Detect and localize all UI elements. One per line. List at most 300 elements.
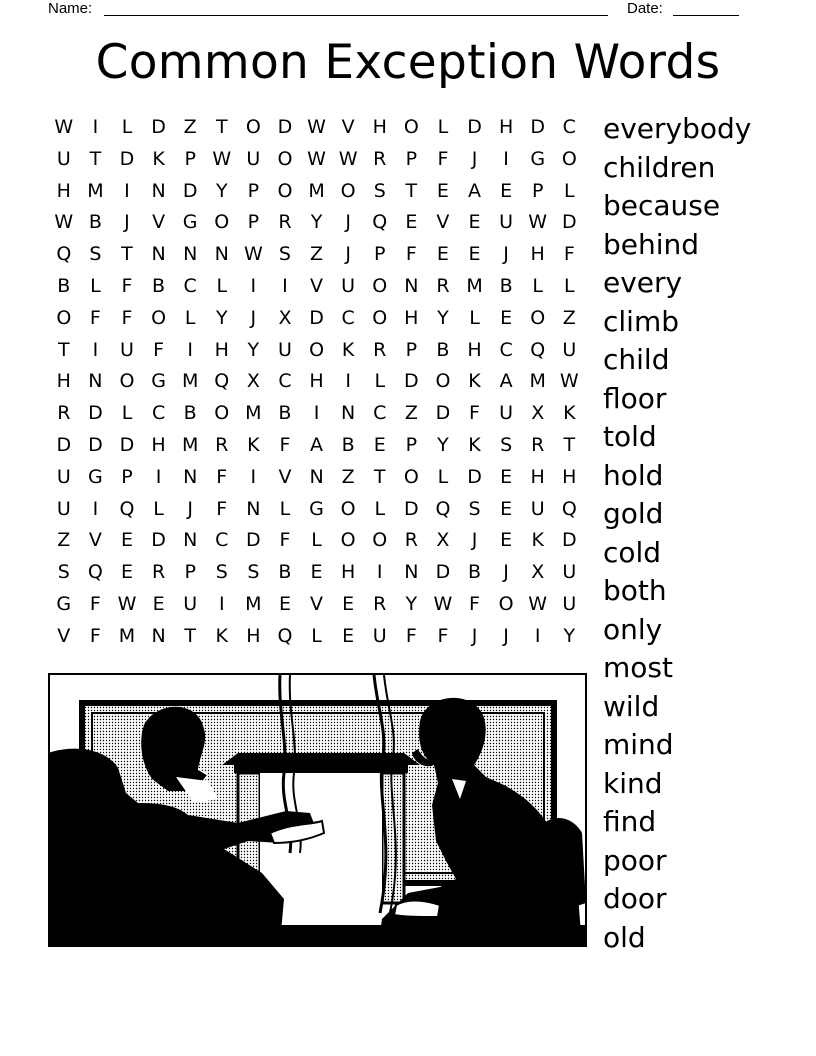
grid-letter[interactable]: E bbox=[120, 561, 133, 584]
grid-letter[interactable]: M bbox=[308, 179, 325, 202]
grid-letter[interactable]: M bbox=[87, 179, 104, 202]
grid-letter[interactable]: Z bbox=[57, 529, 71, 552]
grid-letter[interactable]: F bbox=[89, 306, 101, 329]
grid-letter[interactable]: R bbox=[373, 147, 387, 170]
grid-letter[interactable]: B bbox=[467, 561, 482, 584]
grid-letter[interactable]: M bbox=[181, 433, 199, 456]
grid-letter[interactable]: P bbox=[247, 179, 260, 202]
grid-letter[interactable]: P bbox=[405, 147, 418, 170]
grid-letter[interactable]: N bbox=[151, 624, 166, 647]
grid-letter[interactable]: S bbox=[468, 497, 481, 520]
grid-letter[interactable]: D bbox=[151, 116, 166, 138]
grid-letter[interactable]: L bbox=[469, 306, 480, 329]
grid-letter[interactable]: K bbox=[468, 433, 481, 456]
grid-letter[interactable]: N bbox=[151, 243, 166, 266]
grid-letter[interactable]: I bbox=[376, 561, 383, 584]
grid-letter[interactable]: A bbox=[310, 433, 324, 456]
grid-letter[interactable]: S bbox=[247, 561, 260, 584]
grid-letter[interactable]: W bbox=[54, 211, 74, 234]
grid-letter[interactable]: U bbox=[372, 624, 387, 647]
grid-letter[interactable]: D bbox=[467, 116, 482, 138]
grid-letter[interactable]: C bbox=[183, 274, 197, 297]
grid-letter[interactable]: L bbox=[311, 624, 322, 647]
grid-letter[interactable]: D bbox=[530, 116, 546, 138]
grid-letter[interactable]: L bbox=[216, 274, 228, 297]
grid-letter[interactable]: I bbox=[345, 370, 351, 393]
grid-letter[interactable]: N bbox=[404, 274, 419, 297]
grid-letter[interactable]: W bbox=[559, 370, 579, 393]
grid-letter[interactable]: V bbox=[57, 624, 71, 647]
grid-letter[interactable]: B bbox=[183, 402, 197, 425]
grid-letter[interactable]: E bbox=[342, 592, 355, 615]
grid-letter[interactable]: G bbox=[309, 497, 324, 520]
grid-letter[interactable]: B bbox=[341, 433, 355, 456]
grid-letter[interactable]: E bbox=[120, 529, 133, 552]
grid-letter[interactable]: P bbox=[247, 211, 260, 234]
grid-letter[interactable]: M bbox=[529, 370, 546, 393]
grid-letter[interactable]: K bbox=[247, 433, 260, 456]
grid-letter[interactable]: O bbox=[498, 592, 514, 615]
grid-letter[interactable]: U bbox=[56, 147, 71, 170]
grid-letter[interactable]: O bbox=[372, 306, 388, 329]
grid-letter[interactable]: N bbox=[183, 243, 198, 266]
grid-letter[interactable]: O bbox=[245, 116, 261, 138]
grid-letter[interactable]: S bbox=[215, 561, 228, 584]
grid-letter[interactable]: Y bbox=[437, 433, 449, 456]
grid-letter[interactable]: D bbox=[88, 402, 103, 425]
grid-letter[interactable]: P bbox=[184, 561, 196, 584]
grid-letter[interactable]: L bbox=[564, 179, 575, 202]
grid-letter[interactable]: T bbox=[373, 465, 386, 488]
grid-letter[interactable]: V bbox=[310, 274, 324, 297]
grid-letter[interactable]: O bbox=[56, 306, 72, 329]
grid-letter[interactable]: R bbox=[373, 592, 387, 615]
grid-letter[interactable]: P bbox=[405, 338, 418, 361]
grid-letter[interactable]: Q bbox=[561, 497, 577, 520]
grid-letter[interactable]: T bbox=[563, 433, 576, 456]
grid-letter[interactable]: Y bbox=[405, 592, 418, 615]
grid-letter[interactable]: O bbox=[530, 306, 546, 329]
grid-letter[interactable]: U bbox=[530, 497, 545, 520]
grid-letter[interactable]: R bbox=[215, 433, 229, 456]
grid-letter[interactable]: M bbox=[245, 592, 262, 615]
grid-letter[interactable]: K bbox=[468, 370, 481, 393]
grid-letter[interactable]: T bbox=[215, 116, 228, 138]
grid-letter[interactable]: E bbox=[500, 306, 513, 329]
grid-letter[interactable]: N bbox=[246, 497, 261, 520]
grid-letter[interactable]: V bbox=[88, 529, 102, 552]
grid-letter[interactable]: D bbox=[277, 116, 293, 138]
grid-letter[interactable]: R bbox=[404, 529, 418, 552]
grid-letter[interactable]: Y bbox=[437, 306, 449, 329]
grid-letter[interactable]: J bbox=[124, 211, 130, 234]
grid-letter[interactable]: J bbox=[471, 624, 478, 647]
grid-letter[interactable]: G bbox=[88, 465, 103, 488]
grid-letter[interactable]: N bbox=[404, 561, 419, 584]
grid-letter[interactable]: P bbox=[184, 147, 196, 170]
grid-letter[interactable]: V bbox=[341, 116, 355, 138]
grid-letter[interactable]: E bbox=[310, 561, 323, 584]
grid-letter[interactable]: J bbox=[471, 529, 478, 552]
grid-letter[interactable]: K bbox=[341, 338, 355, 361]
grid-letter[interactable]: E bbox=[152, 592, 165, 615]
grid-letter[interactable]: X bbox=[246, 370, 260, 393]
grid-letter[interactable]: I bbox=[92, 338, 99, 361]
grid-letter[interactable]: G bbox=[530, 147, 546, 170]
grid-letter[interactable]: O bbox=[372, 274, 388, 297]
grid-letter[interactable]: P bbox=[374, 243, 386, 266]
grid-letter[interactable]: L bbox=[90, 274, 101, 297]
grid-letter[interactable]: F bbox=[563, 243, 575, 266]
grid-letter[interactable]: I bbox=[218, 592, 225, 615]
grid-letter[interactable]: F bbox=[469, 592, 480, 615]
grid-letter[interactable]: L bbox=[311, 529, 322, 552]
grid-letter[interactable]: F bbox=[121, 274, 133, 297]
grid-letter[interactable]: Q bbox=[435, 497, 451, 520]
grid-letter[interactable]: E bbox=[500, 465, 513, 488]
grid-letter[interactable]: I bbox=[250, 465, 257, 488]
grid-letter[interactable]: L bbox=[184, 306, 196, 329]
grid-letter[interactable]: T bbox=[57, 338, 70, 361]
grid-letter[interactable]: O bbox=[340, 497, 356, 520]
grid-letter[interactable]: L bbox=[374, 497, 386, 520]
grid-letter[interactable]: Y bbox=[215, 306, 228, 329]
grid-letter[interactable]: W bbox=[433, 592, 453, 615]
grid-letter[interactable]: M bbox=[466, 274, 483, 297]
grid-letter[interactable]: H bbox=[530, 465, 545, 488]
grid-letter[interactable]: H bbox=[56, 179, 71, 202]
grid-letter[interactable]: U bbox=[562, 338, 577, 361]
grid-letter[interactable]: F bbox=[405, 624, 417, 647]
grid-letter[interactable]: N bbox=[309, 465, 324, 488]
grid-letter[interactable]: K bbox=[531, 529, 544, 552]
grid-letter[interactable]: E bbox=[278, 592, 291, 615]
grid-letter[interactable]: I bbox=[313, 402, 320, 425]
grid-letter[interactable]: J bbox=[345, 211, 351, 234]
grid-letter[interactable]: H bbox=[56, 370, 71, 393]
grid-letter[interactable]: E bbox=[436, 243, 449, 266]
grid-letter[interactable]: A bbox=[468, 179, 482, 202]
grid-letter[interactable]: M bbox=[181, 370, 199, 393]
grid-letter[interactable]: S bbox=[500, 433, 513, 456]
grid-letter[interactable]: U bbox=[341, 274, 356, 297]
grid-letter[interactable]: P bbox=[121, 465, 133, 488]
grid-letter[interactable]: R bbox=[436, 274, 450, 297]
grid-letter[interactable]: J bbox=[503, 243, 509, 266]
grid-letter[interactable]: O bbox=[561, 147, 577, 170]
grid-letter[interactable]: B bbox=[152, 274, 166, 297]
grid-letter[interactable]: O bbox=[403, 116, 419, 138]
grid-letter[interactable]: F bbox=[405, 243, 417, 266]
grid-letter[interactable]: C bbox=[215, 529, 229, 552]
grid-letter[interactable]: F bbox=[469, 402, 480, 425]
grid-letter[interactable]: E bbox=[500, 179, 513, 202]
grid-letter[interactable]: T bbox=[121, 243, 133, 266]
grid-letter[interactable]: I bbox=[124, 179, 130, 202]
grid-letter[interactable]: N bbox=[341, 402, 356, 425]
grid-letter[interactable]: U bbox=[183, 592, 198, 615]
grid-letter[interactable]: H bbox=[467, 338, 482, 361]
grid-letter[interactable]: W bbox=[54, 116, 74, 138]
grid-letter[interactable]: X bbox=[531, 561, 545, 584]
grid-letter[interactable]: D bbox=[119, 147, 135, 170]
word-list-item: because bbox=[603, 189, 721, 222]
grid-letter[interactable]: V bbox=[436, 211, 450, 234]
grid-letter[interactable]: U bbox=[499, 211, 514, 234]
grid-letter[interactable]: Z bbox=[183, 116, 197, 138]
grid-letter[interactable]: O bbox=[277, 147, 293, 170]
grid-letter[interactable]: D bbox=[88, 433, 103, 456]
grid-letter[interactable]: Z bbox=[404, 402, 418, 425]
grid-letter[interactable]: C bbox=[499, 338, 513, 361]
grid-letter[interactable]: Y bbox=[215, 179, 228, 202]
grid-letter[interactable]: Y bbox=[247, 338, 260, 361]
grid-letter[interactable]: N bbox=[88, 370, 103, 393]
grid-letter[interactable]: C bbox=[373, 402, 387, 425]
grid-letter[interactable]: I bbox=[534, 624, 541, 647]
grid-letter[interactable]: G bbox=[56, 592, 72, 615]
grid-letter[interactable]: R bbox=[278, 211, 292, 234]
grid-letter[interactable]: B bbox=[88, 211, 102, 234]
grid-letter[interactable]: U bbox=[56, 497, 71, 520]
grid-letter[interactable]: J bbox=[187, 497, 193, 520]
grid-letter[interactable]: H bbox=[404, 306, 419, 329]
grid-letter[interactable]: D bbox=[56, 433, 72, 456]
grid-letter[interactable]: F bbox=[121, 306, 133, 329]
grid-letter[interactable]: H bbox=[530, 243, 545, 266]
grid-letter[interactable]: R bbox=[531, 433, 545, 456]
grid-letter[interactable]: O bbox=[214, 211, 230, 234]
grid-letter[interactable]: L bbox=[153, 497, 164, 520]
grid-letter[interactable]: N bbox=[183, 465, 198, 488]
grid-letter[interactable]: O bbox=[340, 179, 356, 202]
grid-letter[interactable]: C bbox=[278, 370, 292, 393]
grid-letter[interactable]: U bbox=[562, 592, 577, 615]
grid-letter[interactable]: Y bbox=[310, 211, 323, 234]
grid-letter[interactable]: F bbox=[437, 624, 449, 647]
grid-letter[interactable]: A bbox=[499, 370, 513, 393]
grid-letter[interactable]: D bbox=[561, 529, 577, 552]
grid-letter[interactable]: I bbox=[282, 274, 288, 297]
grid-letter[interactable]: C bbox=[341, 306, 355, 329]
grid-letter[interactable]: U bbox=[246, 147, 261, 170]
grid-letter[interactable]: V bbox=[310, 592, 324, 615]
grid-row bbox=[48, 335, 588, 367]
grid-letter[interactable]: F bbox=[153, 338, 165, 361]
grid-letter[interactable]: E bbox=[342, 624, 355, 647]
grid-letter[interactable]: G bbox=[182, 211, 198, 234]
grid-letter[interactable]: D bbox=[561, 211, 577, 234]
grid-letter[interactable]: H bbox=[246, 624, 261, 647]
grid-letter[interactable]: H bbox=[151, 433, 166, 456]
grid-letter[interactable]: J bbox=[250, 306, 257, 329]
grid-letter[interactable]: O bbox=[340, 529, 356, 552]
grid-row bbox=[48, 366, 588, 398]
grid-letter[interactable]: E bbox=[373, 433, 386, 456]
grid-letter[interactable]: Q bbox=[530, 338, 546, 361]
grid-letter[interactable]: X bbox=[278, 306, 292, 329]
two-men-conversation-illustration bbox=[48, 673, 587, 947]
grid-letter[interactable]: F bbox=[216, 465, 228, 488]
grid-letter[interactable]: S bbox=[373, 179, 386, 202]
grid-letter[interactable]: W bbox=[307, 147, 326, 170]
grid-letter[interactable]: D bbox=[246, 529, 261, 552]
grid-letter[interactable]: I bbox=[503, 147, 509, 170]
grid-letter[interactable]: K bbox=[563, 402, 576, 425]
grid-letter[interactable]: Q bbox=[119, 497, 135, 520]
grid-letter[interactable]: U bbox=[56, 465, 71, 488]
grid-letter[interactable]: B bbox=[499, 274, 513, 297]
grid-letter[interactable]: R bbox=[151, 561, 166, 584]
grid-letter[interactable]: L bbox=[374, 370, 386, 393]
grid-letter[interactable]: S bbox=[57, 561, 70, 584]
grid-letter[interactable]: F bbox=[279, 529, 291, 552]
grid-letter[interactable]: W bbox=[528, 592, 548, 615]
grid-letter[interactable]: T bbox=[405, 179, 418, 202]
grid-letter[interactable]: T bbox=[184, 624, 196, 647]
grid-letter[interactable]: J bbox=[471, 147, 478, 170]
grid-letter[interactable]: D bbox=[404, 370, 419, 393]
grid-letter[interactable]: O bbox=[372, 529, 388, 552]
grid-letter[interactable]: F bbox=[216, 497, 228, 520]
grid-letter[interactable]: Z bbox=[310, 243, 324, 266]
grid-letter[interactable]: J bbox=[503, 561, 509, 584]
grid-letter[interactable]: C bbox=[151, 402, 166, 425]
grid-letter[interactable]: O bbox=[151, 306, 167, 329]
grid-letter[interactable]: H bbox=[340, 561, 356, 584]
grid-letter[interactable]: L bbox=[437, 116, 449, 138]
grid-letter[interactable]: E bbox=[468, 243, 481, 266]
grid-letter[interactable]: O bbox=[403, 465, 419, 488]
grid-letter[interactable]: N bbox=[151, 179, 166, 202]
grid-letter[interactable]: J bbox=[345, 243, 351, 266]
grid-letter[interactable]: H bbox=[214, 338, 229, 361]
grid-letter[interactable]: L bbox=[564, 274, 575, 297]
date-blank[interactable] bbox=[673, 15, 739, 16]
grid-letter[interactable]: F bbox=[89, 592, 101, 615]
grid-letter[interactable]: D bbox=[309, 306, 324, 329]
grid-letter[interactable]: O bbox=[435, 370, 451, 393]
grid-letter[interactable]: Q bbox=[277, 624, 293, 647]
grid-letter[interactable]: W bbox=[243, 243, 263, 266]
grid-letter[interactable]: W bbox=[528, 211, 548, 234]
grid-letter[interactable]: S bbox=[89, 243, 102, 266]
grid-letter[interactable]: D bbox=[404, 497, 419, 520]
grid-letter[interactable]: U bbox=[120, 338, 134, 361]
grid-letter[interactable]: I bbox=[250, 274, 257, 297]
grid-letter[interactable]: W bbox=[307, 116, 326, 138]
grid-letter[interactable]: I bbox=[92, 116, 99, 138]
grid-letter[interactable]: Q bbox=[372, 211, 388, 234]
grid-letter[interactable]: C bbox=[562, 116, 576, 138]
grid-letter[interactable]: W bbox=[338, 147, 358, 170]
grid-letter[interactable]: D bbox=[119, 433, 135, 456]
grid-letter[interactable]: P bbox=[531, 179, 544, 202]
grid-letter[interactable]: W bbox=[212, 147, 232, 170]
grid-letter[interactable]: I bbox=[155, 465, 162, 488]
grid-letter[interactable]: R bbox=[57, 402, 71, 425]
grid-letter[interactable]: D bbox=[467, 465, 482, 488]
grid-letter[interactable]: H bbox=[372, 116, 387, 138]
grid-letter[interactable]: E bbox=[500, 529, 513, 552]
grid-letter[interactable]: Q bbox=[56, 243, 72, 266]
grid-letter[interactable]: H bbox=[309, 370, 324, 393]
grid-letter[interactable]: L bbox=[121, 402, 133, 425]
grid-letter[interactable]: M bbox=[245, 402, 262, 425]
grid-letter[interactable]: T bbox=[89, 147, 102, 170]
grid-row bbox=[48, 430, 588, 462]
grid-letter[interactable]: H bbox=[562, 465, 577, 488]
grid-letter[interactable]: U bbox=[277, 338, 292, 361]
grid-letter[interactable]: D bbox=[435, 561, 451, 584]
grid-letter[interactable]: I bbox=[92, 497, 99, 520]
grid-letter[interactable]: L bbox=[279, 497, 291, 520]
grid-letter[interactable]: D bbox=[182, 179, 198, 202]
grid-letter[interactable]: O bbox=[277, 179, 293, 202]
grid-letter[interactable]: N bbox=[183, 529, 198, 552]
grid-row bbox=[48, 462, 588, 494]
grid-letter[interactable]: K bbox=[152, 147, 165, 170]
grid-letter[interactable]: X bbox=[531, 402, 545, 425]
grid-letter[interactable]: O bbox=[309, 338, 325, 361]
grid-letter[interactable]: D bbox=[151, 529, 166, 552]
grid-letter[interactable]: E bbox=[468, 211, 481, 234]
grid-letter[interactable]: K bbox=[215, 624, 228, 647]
grid-letter[interactable]: O bbox=[214, 402, 230, 425]
grid-letter[interactable]: B bbox=[278, 402, 292, 425]
grid-letter[interactable]: H bbox=[498, 116, 514, 138]
grid-letter[interactable]: Q bbox=[87, 561, 103, 584]
name-blank[interactable] bbox=[104, 15, 608, 16]
grid-letter[interactable]: V bbox=[278, 465, 292, 488]
grid-letter[interactable]: O bbox=[119, 370, 135, 393]
grid-letter[interactable]: B bbox=[436, 338, 450, 361]
grid-letter[interactable]: L bbox=[437, 465, 449, 488]
grid-letter[interactable]: Z bbox=[562, 306, 576, 329]
word-list-item: children bbox=[603, 150, 716, 184]
grid-letter[interactable]: W bbox=[117, 592, 137, 615]
grid-letter[interactable]: G bbox=[151, 370, 166, 393]
grid-letter[interactable]: B bbox=[278, 561, 292, 584]
grid-letter[interactable]: U bbox=[499, 402, 514, 425]
grid-letter[interactable]: R bbox=[373, 338, 387, 361]
grid-letter[interactable]: Q bbox=[214, 370, 230, 393]
grid-letter[interactable]: Z bbox=[341, 465, 355, 488]
grid-letter[interactable]: M bbox=[118, 624, 136, 647]
grid-letter[interactable]: L bbox=[532, 274, 543, 297]
grid-letter[interactable]: N bbox=[214, 243, 229, 266]
grid-letter[interactable]: I bbox=[187, 338, 193, 361]
grid-letter[interactable]: S bbox=[278, 243, 291, 266]
grid-letter[interactable]: F bbox=[89, 624, 101, 647]
grid-letter[interactable]: L bbox=[121, 116, 133, 138]
grid-letter[interactable]: F bbox=[437, 147, 449, 170]
grid-letter[interactable]: X bbox=[436, 529, 450, 552]
grid-letter[interactable]: D bbox=[435, 402, 451, 425]
grid-letter[interactable]: E bbox=[436, 179, 449, 202]
word-list-item: kind bbox=[603, 766, 663, 800]
grid-letter[interactable]: Y bbox=[563, 624, 576, 647]
grid-letter[interactable]: E bbox=[405, 211, 418, 234]
grid-letter[interactable]: P bbox=[405, 433, 418, 456]
grid-letter[interactable]: U bbox=[562, 561, 577, 584]
grid-letter[interactable]: B bbox=[57, 274, 71, 297]
grid-letter[interactable]: J bbox=[503, 624, 509, 647]
grid-letter[interactable]: V bbox=[152, 211, 166, 234]
word-list-item: hold bbox=[603, 458, 664, 492]
grid-letter[interactable]: F bbox=[279, 433, 291, 456]
grid-letter[interactable]: E bbox=[500, 497, 513, 520]
